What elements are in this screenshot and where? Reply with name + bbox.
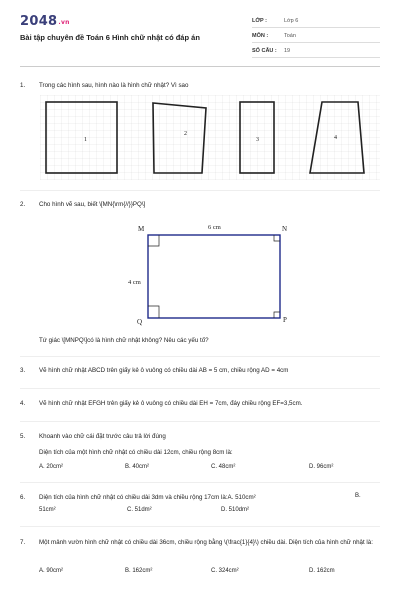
meta-label: SỐ CÂU :: [252, 48, 277, 54]
meta-class: [252, 16, 380, 28]
q2-rectangle-figure: [120, 218, 300, 330]
meta-count: [252, 46, 380, 58]
answer-option-a[interactable]: A. 90cm²: [39, 568, 64, 574]
answer-option-c[interactable]: C. 324cm²: [211, 568, 239, 574]
answer-option-b[interactable]: B. 40cm²: [125, 464, 150, 470]
question-divider: [20, 421, 380, 422]
grid-background: [40, 95, 380, 180]
question-text: Một mảnh vườn hình chữ nhật có chiều dài 36cm, chiều rộng bằng \(\frac{1}{4}\) chiều dài. Diện tích của hình chữ nhật là:: [39, 539, 373, 546]
logo-text: 2048: [20, 14, 58, 29]
question-text: Vẽ hình chữ nhật EFGH trên giấy kẻ ô vuông có chiều dài EH = 7cm, đáy chiều rộng EF=3,5cm.: [39, 400, 303, 407]
question-divider: [20, 388, 380, 389]
question-2-sub: [39, 336, 209, 346]
rectangle-mnpq: [148, 235, 280, 318]
question-divider: [20, 356, 380, 357]
vertex-label: Q: [137, 318, 143, 326]
answer-option-d[interactable]: D. 510dm²: [221, 507, 250, 513]
question-number: 1.: [20, 82, 26, 89]
question-text: Trong các hình sau, hình nào là hình chữ nhật? Vì sao: [39, 82, 189, 89]
shape-label: 2: [184, 131, 187, 137]
question-number: 6.: [20, 494, 26, 501]
question-divider: [20, 190, 380, 191]
right-angle-mark: [148, 306, 159, 318]
answer-option-d[interactable]: D. 96cm²: [309, 464, 334, 470]
shape-label: 3: [256, 137, 259, 143]
question-subtext: Diện tích của một hình chữ nhật có chiều dài 12cm, chiều rộng 8cm là:: [39, 449, 233, 456]
meta-value: Toán: [284, 33, 296, 39]
logo-suffix: .vn: [58, 19, 70, 26]
question-number: 4.: [20, 400, 26, 407]
shape-label: 1: [84, 137, 87, 143]
question-text: Diện tích của hình chữ nhật có chiều dài 3dm và chiều rộng 17cm là:A. 510cm²: [39, 494, 256, 501]
answer-option-c[interactable]: C. 51dm²: [127, 507, 152, 513]
length-label: 4 cm: [128, 279, 141, 286]
answer-option-b[interactable]: 51cm²: [39, 507, 56, 513]
meta-value: Lớp 6: [284, 18, 299, 24]
vertex-label: N: [282, 225, 288, 233]
question-text: Cho hình vẽ sau, biết \[MN{\rm{//}}PQ\]: [39, 201, 146, 208]
question-text: Khoanh vào chữ cái đặt trước câu trả lời đúng: [39, 433, 166, 440]
vertex-label: M: [138, 225, 145, 233]
meta-label: MÔN :: [252, 33, 269, 39]
answer-option-b[interactable]: B. 162cm²: [125, 568, 153, 574]
answer-option-b-label[interactable]: B.: [355, 493, 361, 499]
meta-label: LỚP :: [252, 18, 267, 24]
header-divider: [20, 66, 380, 67]
shape-label: 4: [334, 135, 337, 141]
q1-figure-grid: [40, 95, 380, 180]
document-title: Bài tập chuyên đề Toán 6 Hình chữ nhật có đáp án: [20, 33, 200, 42]
question-divider: [20, 526, 380, 527]
answer-option-c[interactable]: C. 48cm²: [211, 464, 236, 470]
question-subtext: Tứ giác \[MNPQ\]có là hình chữ nhật không? Nêu các yếu tố?: [39, 337, 209, 344]
question-number: 7.: [20, 539, 26, 546]
answer-option-d[interactable]: D. 162cm: [309, 568, 335, 574]
question-text: Vẽ hình chữ nhật ABCD trên giấy kẻ ô vuông có chiều dài AB = 5 cm, chiều rộng AD = 4cm: [39, 367, 289, 374]
question-5-sub: [39, 448, 233, 458]
right-angle-mark: [274, 312, 280, 318]
site-logo[interactable]: [20, 14, 70, 29]
meta-subject: [252, 31, 380, 43]
vertex-label: P: [283, 316, 287, 324]
length-label: 6 cm: [208, 224, 221, 231]
answer-option-a[interactable]: A. 20cm²: [39, 464, 64, 470]
right-angle-mark: [148, 235, 159, 246]
question-number: 5.: [20, 433, 26, 440]
right-angle-mark: [274, 235, 280, 241]
question-number: 2.: [20, 201, 26, 208]
meta-value: 19: [284, 48, 291, 54]
question-divider: [20, 482, 380, 483]
question-number: 3.: [20, 367, 26, 374]
